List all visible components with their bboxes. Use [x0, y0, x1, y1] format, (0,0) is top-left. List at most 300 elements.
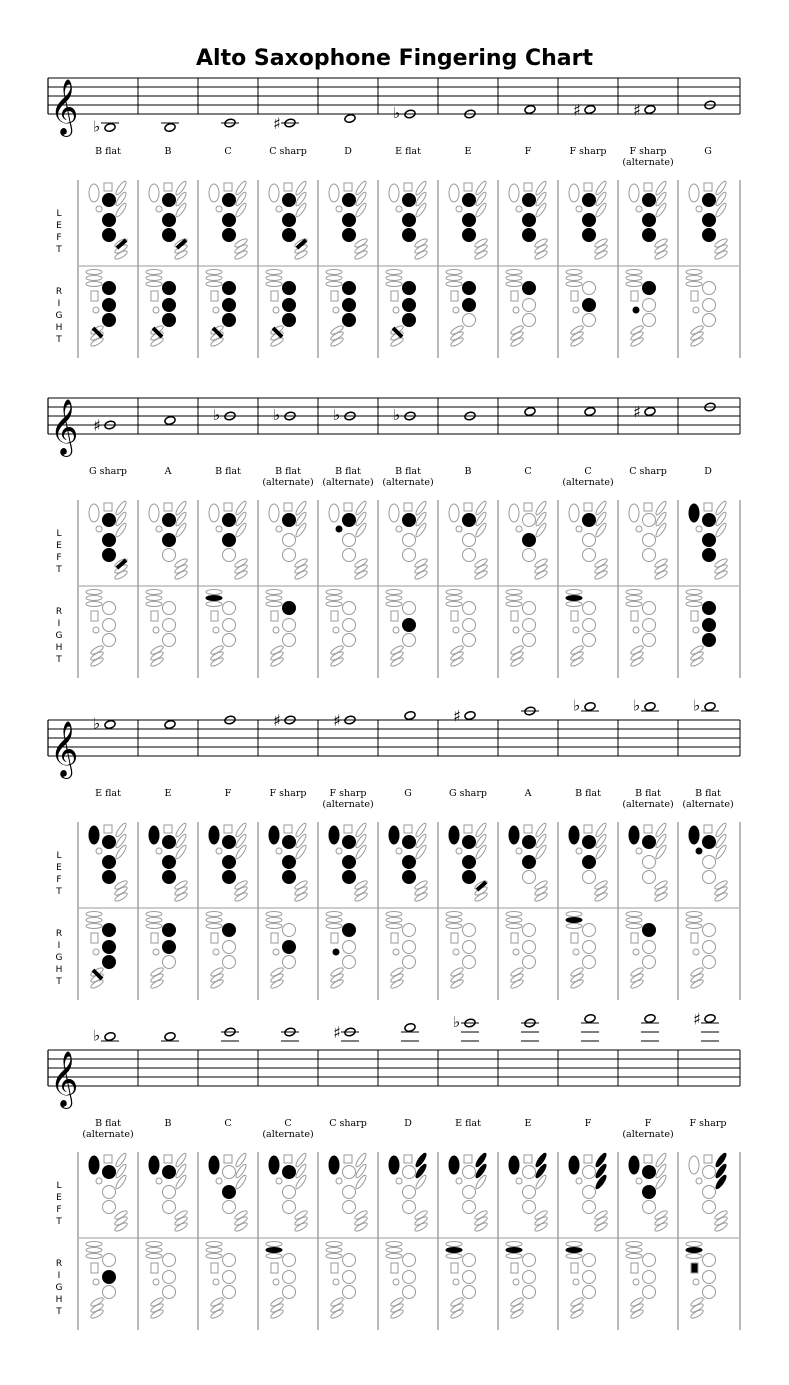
front-f-key-icon	[164, 183, 172, 191]
left-tone-hole-icon	[703, 194, 716, 207]
note	[333, 406, 356, 424]
high-f-sharp-key-icon	[331, 291, 338, 301]
side-key-icon	[446, 590, 462, 595]
side-c-key-icon	[153, 1279, 159, 1285]
right-tone-hole-icon	[343, 1271, 356, 1284]
left-tone-hole-icon	[343, 194, 356, 207]
sharp-sign-icon: ♯	[633, 100, 641, 120]
sharp-sign-icon: ♯	[693, 1010, 701, 1029]
left-tone-hole-icon	[343, 1201, 356, 1214]
front-f-key-icon	[644, 183, 652, 191]
left-tone-hole-icon	[283, 1166, 296, 1179]
left-tone-hole-icon	[283, 534, 296, 547]
fingering-diagram	[439, 822, 499, 990]
fingering-diagram	[499, 180, 559, 348]
side-c-key-icon	[573, 627, 579, 633]
fingering-diagram	[499, 822, 559, 990]
octave-key-icon	[89, 826, 99, 844]
right-tone-hole-icon	[523, 282, 536, 295]
side-key-icon	[626, 1254, 642, 1259]
left-tone-hole-icon	[643, 194, 656, 207]
note-name-label: C sharp	[329, 1118, 367, 1129]
front-f-key-icon	[284, 183, 292, 191]
side-key-icon	[626, 1248, 642, 1253]
right-tone-hole-icon	[103, 956, 116, 969]
side-key-icon	[686, 270, 702, 275]
right-tone-hole-icon	[463, 956, 476, 969]
side-key-icon	[86, 1242, 102, 1247]
left-tone-hole-icon	[223, 871, 236, 884]
right-tone-hole-icon	[463, 1286, 476, 1299]
left-tone-hole-icon	[643, 871, 656, 884]
high-f-sharp-key-icon	[151, 611, 158, 621]
high-f-sharp-key-icon	[271, 933, 278, 943]
side-key-icon	[326, 918, 342, 923]
side-key-icon	[266, 270, 282, 275]
right-tone-hole-icon	[703, 956, 716, 969]
front-f-key-icon	[584, 183, 592, 191]
left-tone-hole-icon	[523, 549, 536, 562]
side-c-key-icon	[513, 307, 519, 313]
side-c-key-icon	[453, 1279, 459, 1285]
note-name-label: E flat	[395, 146, 421, 157]
octave-key-icon	[329, 826, 339, 844]
high-f-sharp-key-icon	[91, 611, 98, 621]
left-tone-hole-icon	[283, 1186, 296, 1199]
bis-key-icon	[156, 526, 162, 532]
left-tone-hole-icon	[103, 1201, 116, 1214]
bis-key-icon	[216, 848, 222, 854]
side-key-icon	[566, 1248, 582, 1253]
right-tone-hole-icon	[463, 314, 476, 327]
side-key-icon	[566, 918, 582, 923]
left-tone-hole-icon	[103, 1186, 116, 1199]
chart-title: Alto Saxophone Fingering Chart	[196, 46, 593, 71]
left-tone-hole-icon	[583, 1201, 596, 1214]
octave-key-icon	[389, 826, 399, 844]
note	[521, 1018, 539, 1041]
side-key-icon	[326, 924, 342, 929]
side-c-key-icon	[633, 627, 639, 633]
fingering-diagram	[559, 822, 619, 990]
side-key-icon	[206, 918, 222, 923]
side-key-icon	[446, 918, 462, 923]
staff	[48, 1010, 740, 1109]
side-key-icon	[266, 912, 282, 917]
bis-key-icon	[696, 1178, 702, 1184]
left-tone-hole-icon	[643, 534, 656, 547]
left-hand-label: L E F T	[56, 529, 62, 575]
left-tone-hole-icon	[523, 514, 536, 527]
flat-sign-icon: ♭	[93, 1026, 101, 1045]
high-f-sharp-key-icon	[151, 933, 158, 943]
sharp-sign-icon: ♯	[93, 416, 101, 435]
side-key-icon	[686, 590, 702, 595]
high-f-sharp-key-icon	[691, 933, 698, 943]
note	[581, 1014, 599, 1041]
side-c-key-icon	[93, 307, 99, 313]
octave-key-icon	[689, 184, 699, 202]
right-tone-hole-icon	[523, 299, 536, 312]
right-tone-hole-icon	[223, 1271, 236, 1284]
right-tone-hole-icon	[523, 924, 536, 937]
left-tone-hole-icon	[343, 1166, 356, 1179]
octave-key-icon	[89, 184, 99, 202]
front-f-key-icon	[704, 503, 712, 511]
left-tone-hole-icon	[103, 214, 116, 227]
right-tone-hole-icon	[103, 602, 116, 615]
bis-key-icon	[456, 848, 462, 854]
bis-key-icon	[396, 1178, 402, 1184]
front-f-key-icon	[524, 503, 532, 511]
staff	[48, 697, 740, 780]
bis-key-icon	[516, 848, 522, 854]
note-name-label: D	[404, 1118, 412, 1129]
note	[573, 697, 599, 715]
side-key-icon	[626, 1242, 642, 1247]
high-f-sharp-key-icon	[511, 611, 518, 621]
left-hand-label: L E F T	[56, 851, 62, 897]
note-name-label: D	[344, 146, 352, 157]
left-tone-hole-icon	[223, 534, 236, 547]
left-tone-hole-icon	[643, 229, 656, 242]
left-tone-hole-icon	[523, 194, 536, 207]
right-tone-hole-icon	[583, 299, 596, 312]
right-tone-hole-icon	[163, 282, 176, 295]
right-tone-hole-icon	[403, 1254, 416, 1267]
left-tone-hole-icon	[103, 549, 116, 562]
high-f-sharp-key-icon	[511, 291, 518, 301]
right-tone-hole-icon	[523, 602, 536, 615]
right-tone-hole-icon	[283, 1286, 296, 1299]
right-tone-hole-icon	[643, 956, 656, 969]
right-tone-hole-icon	[163, 634, 176, 647]
side-key-icon	[266, 282, 282, 287]
side-key-icon	[206, 596, 222, 601]
front-f-key-icon	[224, 1155, 232, 1163]
side-key-icon	[686, 1254, 702, 1259]
right-hand-label: R I G H T	[55, 607, 63, 665]
note-name-label: C	[224, 146, 232, 157]
left-tone-hole-icon	[103, 871, 116, 884]
side-key-icon	[206, 276, 222, 281]
fingering-diagram	[679, 1152, 739, 1320]
left-tone-hole-icon	[523, 836, 536, 849]
fingering-diagram	[619, 180, 679, 348]
high-f-sharp-key-icon	[151, 291, 158, 301]
fingering-diagram	[319, 500, 379, 668]
front-f-key-icon	[524, 825, 532, 833]
side-c-key-icon	[453, 949, 459, 955]
right-tone-hole-icon	[703, 1271, 716, 1284]
left-tone-hole-icon	[403, 1166, 416, 1179]
octave-key-icon	[89, 504, 99, 522]
chart-row	[0, 358, 789, 678]
octave-key-icon	[509, 504, 519, 522]
right-tone-hole-icon	[583, 1286, 596, 1299]
left-tone-hole-icon	[463, 1186, 476, 1199]
octave-key-icon	[509, 826, 519, 844]
front-f-key-icon	[524, 1155, 532, 1163]
right-tone-hole-icon	[703, 299, 716, 312]
front-f-key-icon	[344, 825, 352, 833]
side-c-key-icon	[393, 949, 399, 955]
right-tone-hole-icon	[463, 1271, 476, 1284]
flat-sign-icon: ♭	[693, 696, 701, 715]
high-f-sharp-key-icon	[571, 291, 578, 301]
front-f-key-icon	[704, 825, 712, 833]
octave-key-icon	[329, 184, 339, 202]
left-tone-hole-icon	[283, 229, 296, 242]
sharp-sign-icon: ♯	[453, 706, 461, 726]
fingering-diagram	[259, 180, 319, 348]
left-tone-hole-icon	[703, 214, 716, 227]
left-tone-hole-icon	[583, 1166, 596, 1179]
left-tone-hole-icon	[463, 534, 476, 547]
right-tone-hole-icon	[703, 941, 716, 954]
fingering-diagram	[379, 500, 439, 668]
left-tone-hole-icon	[703, 871, 716, 884]
fingering-diagram	[679, 822, 739, 990]
bis-key-icon	[336, 848, 342, 854]
right-tone-hole-icon	[163, 1271, 176, 1284]
note	[221, 1027, 239, 1041]
side-key-icon	[506, 924, 522, 929]
side-key-icon	[326, 590, 342, 595]
octave-key-icon	[629, 1156, 639, 1174]
flat-sign-icon: ♭	[273, 406, 281, 424]
right-tone-hole-icon	[643, 1254, 656, 1267]
sharp-sign-icon: ♯	[573, 100, 581, 120]
treble-clef-icon: 𝄞	[50, 399, 79, 455]
high-f-sharp-key-icon	[691, 291, 698, 301]
bis-key-icon	[456, 1178, 462, 1184]
octave-key-icon	[149, 504, 159, 522]
right-tone-hole-icon	[163, 602, 176, 615]
sharp-sign-icon: ♯	[633, 402, 641, 422]
left-tone-hole-icon	[583, 229, 596, 242]
left-tone-hole-icon	[223, 514, 236, 527]
side-key-icon	[446, 596, 462, 601]
bis-key-icon	[516, 1178, 522, 1184]
note-name-label: E	[464, 146, 472, 157]
side-key-icon	[566, 1242, 582, 1247]
note-name-label: B	[464, 466, 472, 477]
front-f-key-icon	[464, 825, 472, 833]
side-key-icon	[686, 924, 702, 929]
side-key-icon	[446, 282, 462, 287]
chart-row	[0, 680, 789, 1000]
left-tone-hole-icon	[403, 1201, 416, 1214]
fingering-diagram	[259, 500, 319, 668]
octave-key-icon	[629, 184, 639, 202]
left-tone-hole-icon	[283, 514, 296, 527]
side-c-key-icon	[453, 627, 459, 633]
side-key-icon	[206, 924, 222, 929]
right-tone-hole-icon	[403, 299, 416, 312]
left-tone-hole-icon	[103, 1166, 116, 1179]
note	[164, 416, 176, 426]
right-tone-hole-icon	[223, 956, 236, 969]
side-key-icon	[266, 924, 282, 929]
bis-key-icon	[636, 526, 642, 532]
bis-key-icon	[396, 206, 402, 212]
note-name-label: B flat	[575, 788, 601, 799]
note	[393, 406, 416, 424]
left-tone-hole-icon	[463, 194, 476, 207]
note-name-label: F	[524, 146, 532, 157]
note-name-label: C sharp	[629, 466, 667, 477]
side-key-icon	[326, 1242, 342, 1247]
right-tone-hole-icon	[103, 1254, 116, 1267]
right-tone-hole-icon	[223, 314, 236, 327]
left-tone-hole-icon	[583, 534, 596, 547]
side-key-icon	[506, 602, 522, 607]
side-key-icon	[206, 1248, 222, 1253]
treble-clef-icon: 𝄞	[50, 1051, 79, 1107]
right-tone-hole-icon	[583, 941, 596, 954]
bis-key-icon	[696, 848, 702, 854]
left-tone-hole-icon	[163, 549, 176, 562]
right-tone-hole-icon	[583, 634, 596, 647]
sharp-sign-icon: ♯	[273, 114, 281, 133]
left-tone-hole-icon	[643, 856, 656, 869]
side-key-icon	[86, 918, 102, 923]
left-tone-hole-icon	[403, 514, 416, 527]
octave-key-icon	[269, 1156, 279, 1174]
right-tone-hole-icon	[703, 282, 716, 295]
side-key-icon	[446, 276, 462, 281]
fingering-diagram	[439, 1152, 499, 1320]
note-name-label: E flat	[455, 1118, 481, 1129]
side-key-icon	[266, 596, 282, 601]
right-tone-hole-icon	[583, 619, 596, 632]
right-tone-hole-icon	[703, 1286, 716, 1299]
high-f-sharp-key-icon	[91, 933, 98, 943]
side-key-icon	[566, 270, 582, 275]
octave-key-icon	[389, 504, 399, 522]
high-f-sharp-key-icon	[211, 933, 218, 943]
right-tone-hole-icon	[283, 924, 296, 937]
left-tone-hole-icon	[463, 514, 476, 527]
side-key-icon	[626, 270, 642, 275]
front-f-key-icon	[404, 183, 412, 191]
note-name-label: F sharp	[269, 788, 307, 799]
side-key-icon	[506, 270, 522, 275]
side-c-key-icon	[273, 627, 279, 633]
side-c-key-icon	[693, 627, 699, 633]
octave-key-icon	[509, 1156, 519, 1174]
side-c-key-icon	[393, 627, 399, 633]
right-tone-hole-icon	[223, 299, 236, 312]
note-name-label: F	[224, 788, 232, 799]
left-tone-hole-icon	[703, 534, 716, 547]
note-name-label: G	[404, 788, 412, 799]
high-f-sharp-key-icon	[211, 1263, 218, 1273]
fingering-diagram	[559, 500, 619, 668]
bis-key-icon	[216, 206, 222, 212]
octave-key-icon	[149, 184, 159, 202]
right-tone-hole-icon	[523, 1254, 536, 1267]
side-key-icon	[206, 912, 222, 917]
note-name-label: B flat	[215, 466, 241, 477]
side-key-icon	[86, 602, 102, 607]
right-hand-label: R I G H T	[55, 929, 63, 987]
left-tone-hole-icon	[343, 534, 356, 547]
left-tone-hole-icon	[283, 1201, 296, 1214]
left-tone-hole-icon	[403, 194, 416, 207]
right-tone-hole-icon	[343, 634, 356, 647]
bis-key-icon	[276, 848, 282, 854]
front-f-key-icon	[164, 1155, 172, 1163]
side-c-key-icon	[513, 949, 519, 955]
right-tone-hole-icon	[223, 634, 236, 647]
front-f-key-icon	[344, 183, 352, 191]
note	[344, 114, 356, 124]
side-key-icon	[566, 1254, 582, 1259]
left-tone-hole-icon	[223, 1166, 236, 1179]
left-tone-hole-icon	[223, 549, 236, 562]
note	[641, 1014, 659, 1041]
front-f-key-icon	[404, 503, 412, 511]
right-tone-hole-icon	[463, 634, 476, 647]
front-f-key-icon	[704, 1155, 712, 1163]
high-f-sharp-key-icon	[631, 291, 638, 301]
right-tone-hole-icon	[523, 941, 536, 954]
left-tone-hole-icon	[283, 214, 296, 227]
right-tone-hole-icon	[343, 314, 356, 327]
left-tone-hole-icon	[403, 214, 416, 227]
front-f-key-icon	[584, 503, 592, 511]
fingering-diagram	[559, 180, 619, 348]
side-key-icon	[206, 282, 222, 287]
left-tone-hole-icon	[403, 534, 416, 547]
left-tone-hole-icon	[703, 856, 716, 869]
side-key-icon	[146, 1242, 162, 1247]
left-tone-hole-icon	[223, 194, 236, 207]
side-key-icon	[326, 276, 342, 281]
high-f-sharp-key-icon	[331, 1263, 338, 1273]
left-tone-hole-icon	[463, 871, 476, 884]
octave-key-icon	[209, 1156, 219, 1174]
octave-key-icon	[449, 504, 459, 522]
fingering-diagram	[139, 1152, 199, 1320]
right-tone-hole-icon	[283, 299, 296, 312]
front-f-key-icon	[644, 503, 652, 511]
side-key-icon	[386, 924, 402, 929]
note	[93, 715, 116, 733]
left-tone-hole-icon	[163, 871, 176, 884]
front-f-key-icon	[104, 183, 112, 191]
right-tone-hole-icon	[103, 941, 116, 954]
side-key-icon	[146, 918, 162, 923]
note-name-label: F (alternate)	[622, 1118, 674, 1140]
left-tone-hole-icon	[343, 214, 356, 227]
side-key-icon	[266, 1248, 282, 1253]
right-tone-hole-icon	[523, 1286, 536, 1299]
side-key-icon	[686, 1248, 702, 1253]
note-name-label: A	[164, 466, 172, 477]
side-key-icon	[386, 912, 402, 917]
note-name-label: A	[524, 788, 532, 799]
side-key-icon	[146, 276, 162, 281]
right-tone-hole-icon	[163, 1254, 176, 1267]
bis-key-icon	[96, 1178, 102, 1184]
right-tone-hole-icon	[343, 602, 356, 615]
left-tone-hole-icon	[703, 1166, 716, 1179]
left-tone-hole-icon	[343, 836, 356, 849]
high-f-sharp-key-icon	[331, 933, 338, 943]
